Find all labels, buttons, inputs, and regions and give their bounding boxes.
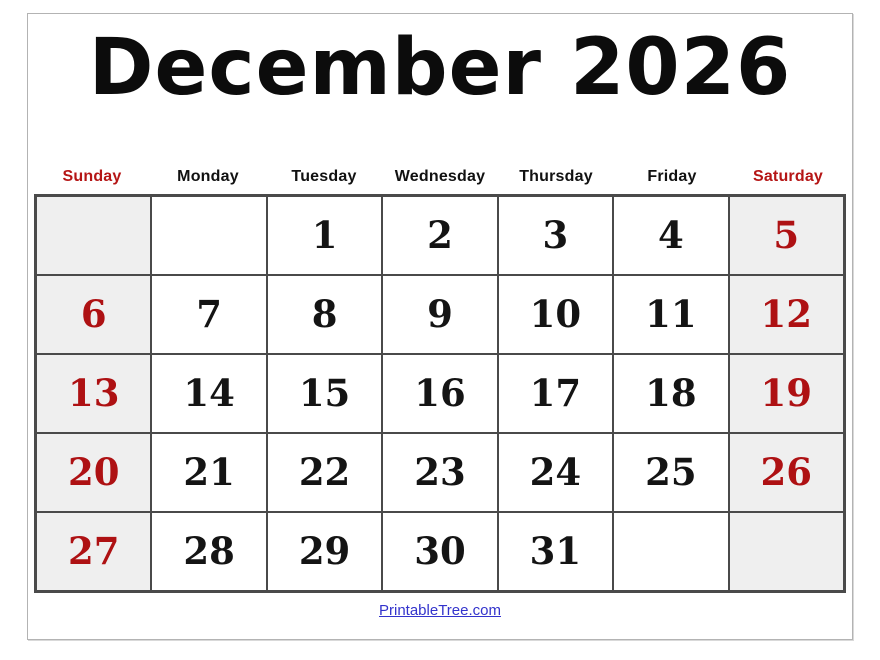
- date-cell: 6: [36, 275, 151, 354]
- date-cell: 18: [613, 354, 728, 433]
- calendar-grid: [34, 194, 846, 593]
- date-cell: 30: [382, 512, 497, 591]
- date-cell: [729, 512, 844, 591]
- date-cell: 9: [382, 275, 497, 354]
- weekday-header-monday: Monday: [177, 167, 239, 185]
- weekday-header-saturday: Saturday: [752, 167, 824, 185]
- weekday-header-row: [34, 168, 846, 186]
- weekday-header-sunday: Sunday: [62, 167, 122, 185]
- date-cell: 3: [498, 196, 613, 275]
- date-cell: 8: [267, 275, 382, 354]
- weekday-header-wednesday: Wednesday: [394, 167, 486, 185]
- date-cell: 5: [729, 196, 844, 275]
- date-cell: 25: [613, 433, 728, 512]
- date-cell: 15: [267, 354, 382, 433]
- date-cell: 21: [151, 433, 266, 512]
- date-cell: 24: [498, 433, 613, 512]
- date-cell: 23: [382, 433, 497, 512]
- date-cell: 26: [729, 433, 844, 512]
- calendar-title: December 2026: [88, 23, 792, 113]
- date-cell: 12: [729, 275, 844, 354]
- date-cell: 28: [151, 512, 266, 591]
- date-cell: 4: [613, 196, 728, 275]
- date-cell: 14: [151, 354, 266, 433]
- printabletree-link[interactable]: PrintableTree.com: [379, 601, 501, 619]
- date-cell: 11: [613, 275, 728, 354]
- date-cell: 19: [729, 354, 844, 433]
- date-cell: 7: [151, 275, 266, 354]
- date-cell: 20: [36, 433, 151, 512]
- weekday-header-thursday: Thursday: [519, 167, 593, 185]
- weekday-header-friday: Friday: [647, 167, 697, 185]
- date-cell: 29: [267, 512, 382, 591]
- date-cell: [151, 196, 266, 275]
- date-cell: [36, 196, 151, 275]
- date-cell: 2: [382, 196, 497, 275]
- date-cell: 31: [498, 512, 613, 591]
- date-cell: 16: [382, 354, 497, 433]
- calendar-page: [27, 13, 853, 640]
- date-cell: 10: [498, 275, 613, 354]
- footer: [28, 602, 852, 619]
- date-cell: 27: [36, 512, 151, 591]
- date-cell: 22: [267, 433, 382, 512]
- weekday-header-tuesday: Tuesday: [291, 167, 357, 185]
- date-cell: 13: [36, 354, 151, 433]
- date-cell: [613, 512, 728, 591]
- date-cell: 1: [267, 196, 382, 275]
- date-cell: 17: [498, 354, 613, 433]
